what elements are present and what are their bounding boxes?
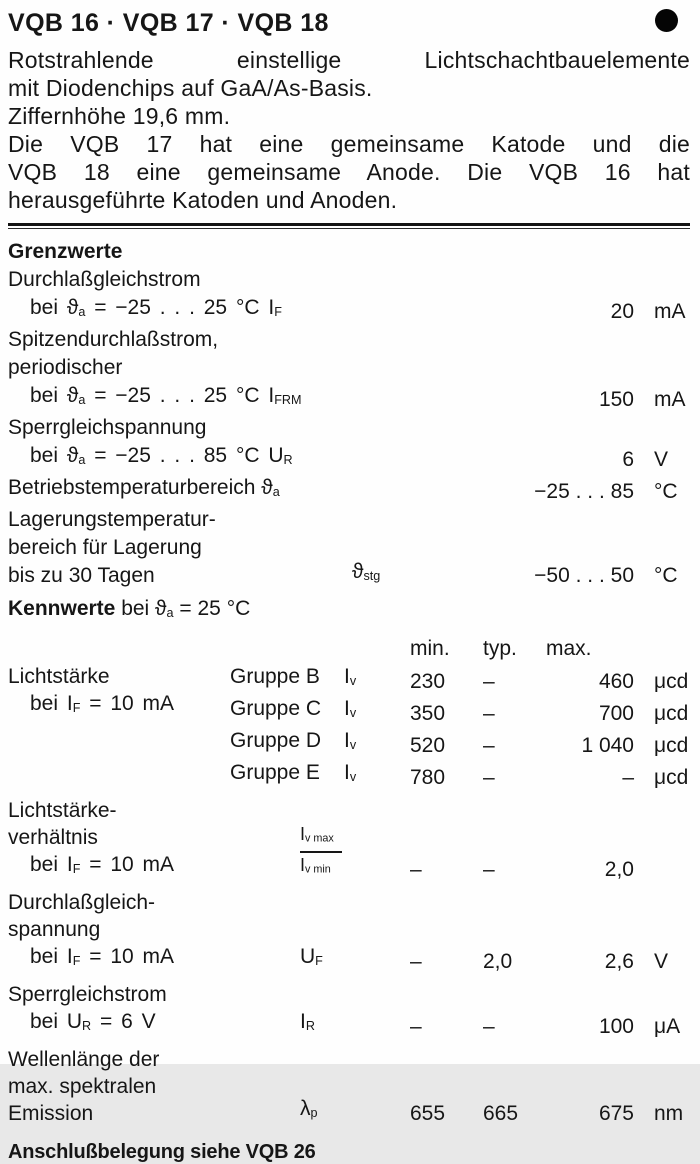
param-unit: V: [654, 447, 669, 471]
spec-row-forward-current: [8, 266, 690, 326]
fraction-denominator: $I_{v min}$: [300, 854, 331, 876]
intro-line: herausgeführte Katoden und Anoden.: [8, 187, 398, 213]
footnote: Anschlußbelegung siehe VQB 26: [8, 1140, 316, 1163]
corner-bullet-icon: [655, 9, 678, 32]
param-name: Lichtstärke-: [8, 798, 117, 822]
column-header-row: [8, 635, 690, 662]
value-typ: –: [483, 1014, 495, 1038]
param-name: spannung: [8, 917, 101, 941]
intro-line: VQB 18 eine gemeinsame Anode. Die VQB 16 hat: [8, 159, 690, 185]
param-symbol: $I_v$: [344, 760, 357, 784]
luminous-group-row-d: [8, 727, 690, 759]
page-title: VQB 16 · VQB 17 · VQB 18: [8, 9, 329, 37]
fraction-numerator: $I_{v max}$: [300, 824, 342, 853]
value-max: 460: [598, 669, 634, 693]
value-max: 1 040: [581, 733, 634, 757]
value-typ: 2,0: [483, 949, 513, 973]
value-typ: 665: [483, 1101, 519, 1125]
value-min: 230: [410, 669, 446, 693]
intro-line: Die VQB 17 hat eine gemeinsame Katode und die: [8, 131, 690, 157]
param-name: Sperrgleichspannung: [8, 415, 207, 439]
spec-row-intensity-ratio: [8, 797, 690, 883]
spec-row-operating-temperature: [8, 474, 690, 506]
limits-heading: Grenzwerte: [8, 239, 123, 263]
param-condition: bei $ϑ_a = -25$ . . . 25 °C $I_{FRM}$: [30, 383, 302, 407]
spec-row-storage-temperature: [8, 506, 690, 590]
param-condition: bei $I_F = 10$ mA: [30, 944, 175, 968]
param-symbol: $U_F$: [300, 944, 323, 968]
intro-paragraph: [8, 46, 690, 214]
value-typ: –: [483, 701, 495, 725]
iv-ratio-symbol: [300, 824, 342, 880]
param-symbol: $I_R$: [300, 1009, 315, 1033]
value-min: –: [410, 857, 422, 881]
luminous-group-row-e: [8, 759, 690, 791]
param-unit: °C: [654, 479, 678, 503]
value-typ: –: [483, 765, 495, 789]
param-name: Durchlaßgleich-: [8, 890, 156, 914]
param-value: −50 . . . 50: [534, 563, 634, 587]
col-header-typ: typ.: [483, 636, 517, 660]
value-max: 2,0: [604, 857, 634, 881]
param-symbol: $ϑ_{stg}$: [352, 559, 381, 583]
param-unit: μcd: [654, 669, 689, 693]
param-symbol: $\lambda_p$: [300, 1096, 318, 1120]
value-max: –: [622, 765, 634, 789]
param-symbol: $I_v$: [344, 664, 357, 688]
param-condition: bei $I_F = 10$ mA: [30, 691, 175, 715]
param-name: Betriebstemperaturbereich $ϑ_a$: [8, 475, 280, 499]
value-max: 2,6: [604, 949, 634, 973]
param-name: verhältnis: [8, 825, 98, 849]
param-unit: μcd: [654, 733, 689, 757]
param-name: bis zu 30 Tagen: [8, 563, 155, 587]
group-label: Gruppe B: [230, 664, 320, 688]
param-condition: bei $U_R = 6$ V: [30, 1009, 156, 1033]
param-unit: mA: [654, 387, 686, 411]
group-label: Gruppe D: [230, 728, 322, 752]
spec-row-reverse-current: [8, 981, 690, 1040]
intro-line: mit Diodenchips auf GaA/As-Basis.: [8, 75, 373, 101]
group-label: Gruppe E: [230, 760, 320, 784]
limits-section: [8, 237, 690, 590]
param-unit: V: [654, 949, 669, 973]
luminous-group-row-b: [8, 663, 690, 695]
value-typ: –: [483, 857, 495, 881]
luminous-group-row-c: [8, 695, 690, 727]
param-name: Sperrgleichstrom: [8, 982, 167, 1006]
value-min: 780: [410, 765, 446, 789]
header: [8, 6, 690, 38]
param-unit: nm: [654, 1101, 684, 1125]
spec-row-forward-voltage: [8, 889, 690, 975]
param-name: periodischer: [8, 355, 123, 379]
luminous-intensity-block: [8, 663, 690, 791]
param-value: −25 . . . 85: [534, 479, 634, 503]
group-label: Gruppe C: [230, 696, 322, 720]
characteristics-section: [8, 594, 690, 1127]
param-name: max. spektralen: [8, 1074, 157, 1098]
value-max: 100: [598, 1014, 634, 1038]
param-symbol: $I_v$: [344, 728, 357, 752]
value-typ: –: [483, 669, 495, 693]
param-name: Emission: [8, 1101, 94, 1125]
intro-line: Ziffernhöhe 19,6 mm.: [8, 103, 231, 129]
param-unit: °C: [654, 563, 678, 587]
param-name: Lagerungstemperatur-: [8, 507, 216, 531]
spec-row-reverse-voltage: [8, 414, 690, 474]
value-min: 350: [410, 701, 446, 725]
param-name: Wellenlänge der: [8, 1047, 160, 1071]
param-name: Lichtstärke: [8, 664, 110, 688]
param-condition: bei $ϑ_a = -25$ . . . 85 °C $U_R$: [30, 443, 293, 467]
param-value: 20: [610, 299, 634, 323]
spec-row-peak-forward-current: [8, 326, 690, 414]
param-condition: bei $I_F = 10$ mA: [30, 852, 175, 876]
value-max: 675: [598, 1101, 634, 1125]
value-min: 520: [410, 733, 446, 757]
param-name: Spitzendurchlaßstrom,: [8, 327, 219, 351]
param-name: Durchlaßgleichstrom: [8, 267, 201, 291]
param-unit: μcd: [654, 765, 689, 789]
param-unit: mA: [654, 299, 686, 323]
param-unit: μA: [654, 1014, 681, 1038]
section-divider: [8, 223, 690, 229]
param-unit: μcd: [654, 701, 689, 725]
spec-row-peak-wavelength: [8, 1046, 690, 1127]
value-typ: –: [483, 733, 495, 757]
param-symbol: $I_v$: [344, 696, 357, 720]
value-min: –: [410, 1014, 422, 1038]
param-condition: bei $ϑ_a = -25$ . . . 25 °C $I_F$: [30, 295, 282, 319]
param-value: 6: [622, 447, 634, 471]
col-header-max: max.: [546, 636, 592, 660]
col-header-min: min.: [410, 636, 450, 660]
characteristics-heading: [8, 594, 690, 628]
value-max: 700: [598, 701, 634, 725]
param-name: bereich für Lagerung: [8, 535, 202, 559]
characteristics-heading-condition: bei $ϑ_a = 25$ °C: [115, 596, 251, 620]
intro-line: Rotstrahlende einstellige Lichtschachtbauelemente: [8, 47, 690, 73]
value-min: –: [410, 949, 422, 973]
param-value: 150: [598, 387, 634, 411]
value-min: 655: [410, 1101, 446, 1125]
characteristics-heading-bold: Kennwerte: [8, 596, 116, 620]
